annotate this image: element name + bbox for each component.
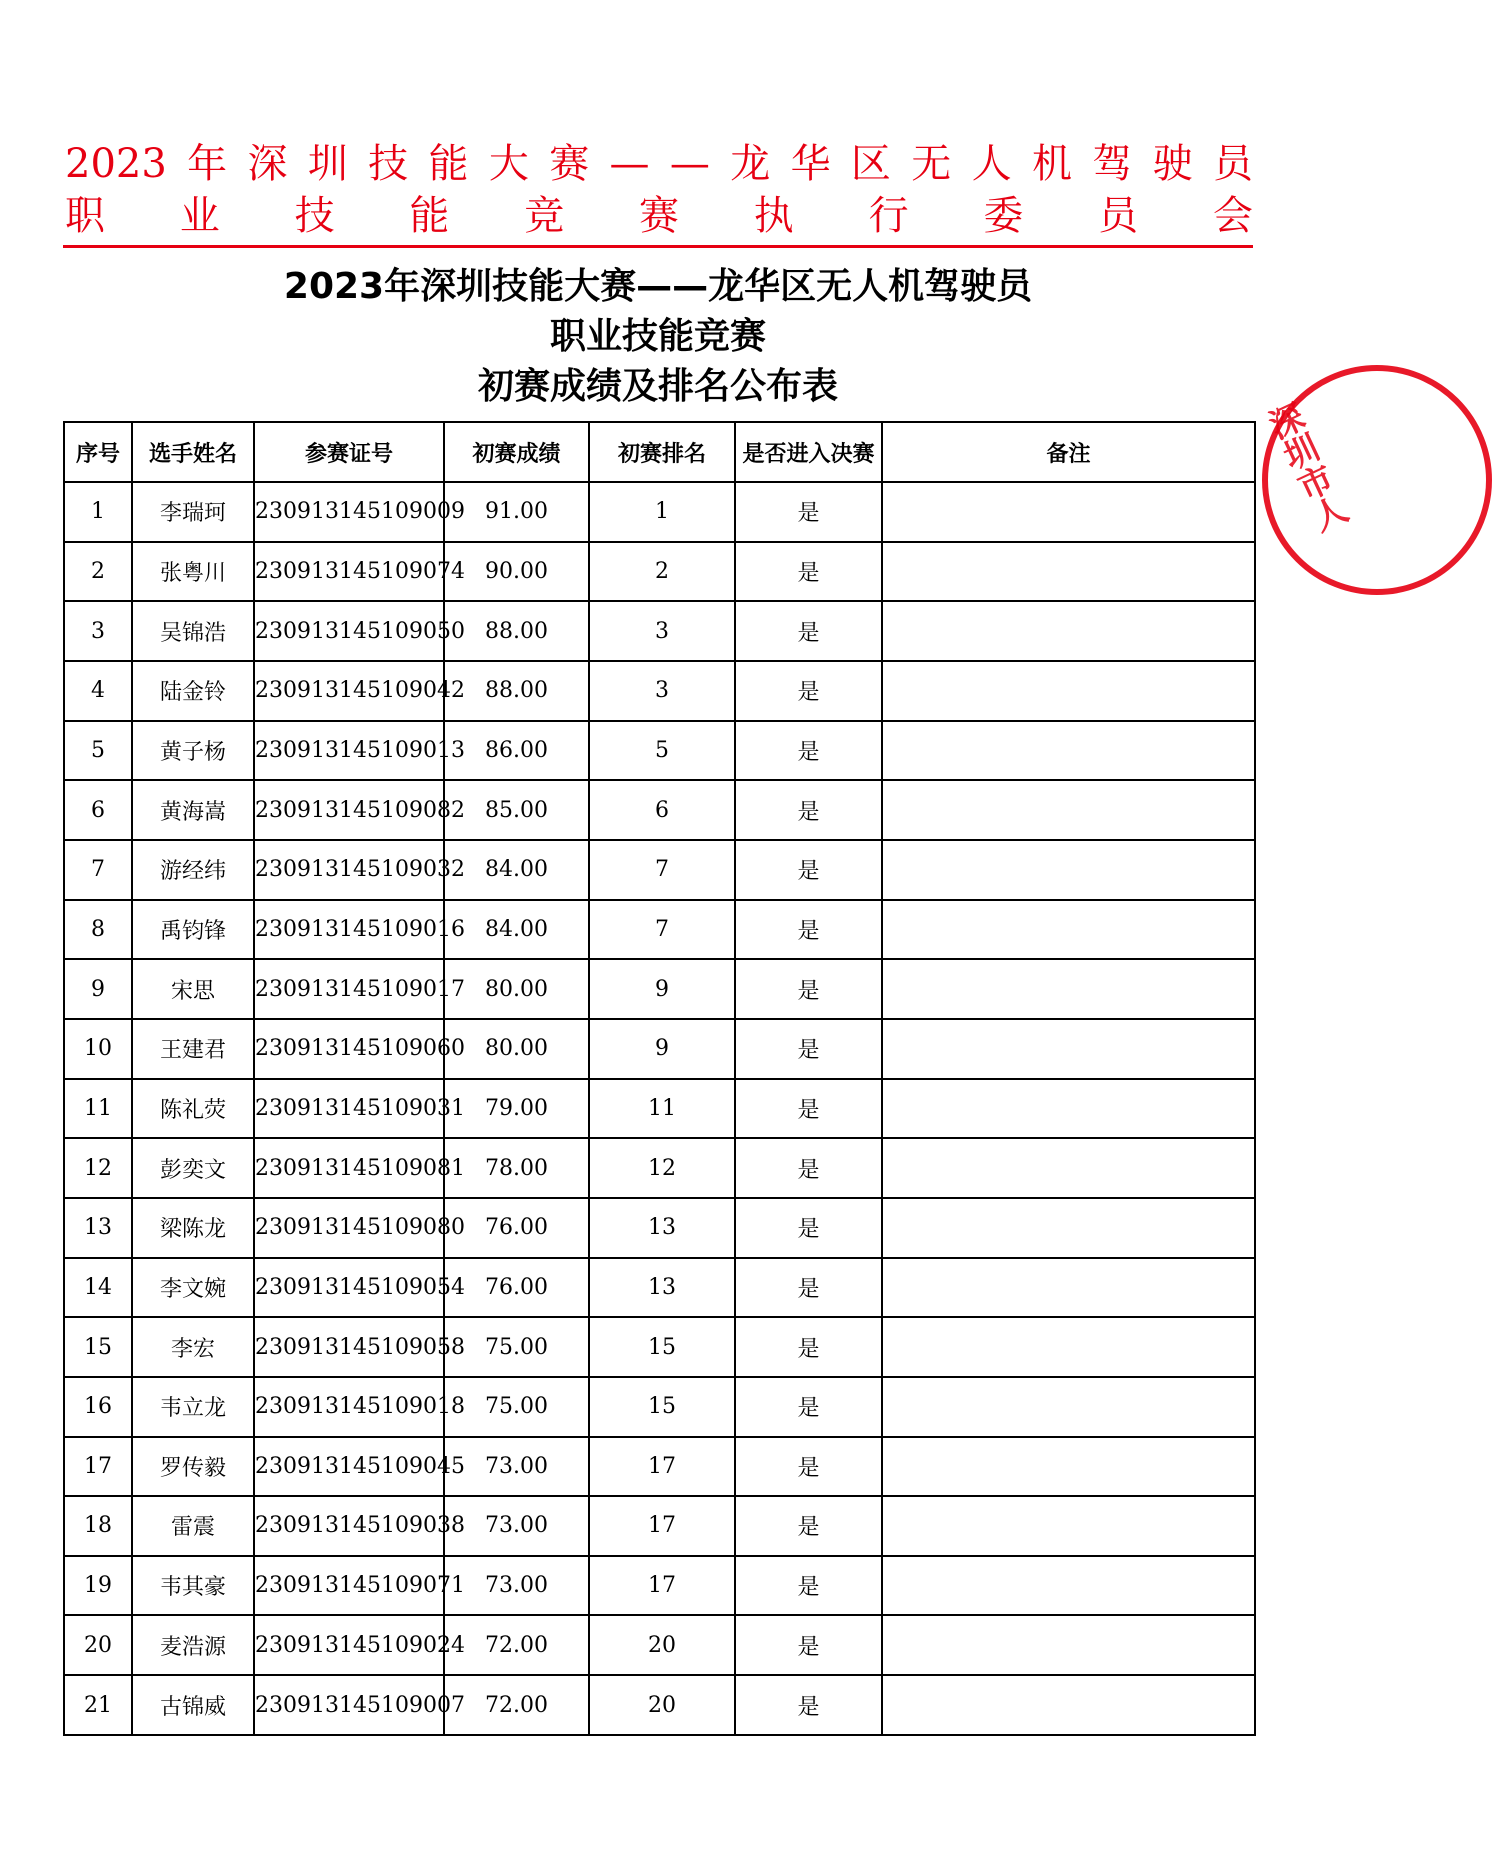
name-cell: 韦立龙 bbox=[132, 1377, 254, 1437]
name-cell: 张粤川 bbox=[132, 542, 254, 602]
header-char: 能 bbox=[409, 193, 450, 239]
header-char: 竞 bbox=[524, 193, 565, 239]
red-divider bbox=[63, 245, 1253, 248]
final-cell: 是 bbox=[735, 1317, 882, 1377]
seq-cell: 5 bbox=[64, 721, 132, 781]
seq-cell: 8 bbox=[64, 900, 132, 960]
seq-cell: 16 bbox=[64, 1377, 132, 1437]
seq-cell: 20 bbox=[64, 1615, 132, 1675]
rank-cell: 9 bbox=[589, 1019, 735, 1079]
final-cell: 是 bbox=[735, 1556, 882, 1616]
seq-cell: 21 bbox=[64, 1675, 132, 1735]
id-cell: 230913145109058 bbox=[254, 1317, 444, 1377]
header-char: 驶 bbox=[1152, 141, 1193, 187]
rank-cell: 12 bbox=[589, 1138, 735, 1198]
score-cell: 80.00 bbox=[444, 959, 589, 1019]
remark-cell bbox=[882, 1496, 1255, 1556]
score-cell: 80.00 bbox=[444, 1019, 589, 1079]
header-char: — bbox=[669, 141, 710, 187]
id-cell: 230913145109060 bbox=[254, 1019, 444, 1079]
rank-cell: 17 bbox=[589, 1437, 735, 1497]
remark-cell bbox=[882, 1377, 1255, 1437]
final-cell: 是 bbox=[735, 1079, 882, 1139]
seq-cell: 19 bbox=[64, 1556, 132, 1616]
table-row bbox=[64, 601, 1255, 661]
id-cell: 230913145109054 bbox=[254, 1258, 444, 1318]
score-cell: 75.00 bbox=[444, 1317, 589, 1377]
remark-cell bbox=[882, 959, 1255, 1019]
header-line-1 bbox=[65, 138, 1253, 190]
name-cell: 韦其豪 bbox=[132, 1556, 254, 1616]
header-char: 年 bbox=[187, 141, 228, 187]
score-cell: 88.00 bbox=[444, 661, 589, 721]
table-row bbox=[64, 1198, 1255, 1258]
rank-cell: 17 bbox=[589, 1556, 735, 1616]
rank-cell: 2 bbox=[589, 542, 735, 602]
seq-cell: 6 bbox=[64, 780, 132, 840]
final-cell: 是 bbox=[735, 959, 882, 1019]
rank-cell: 13 bbox=[589, 1258, 735, 1318]
rank-cell: 7 bbox=[589, 840, 735, 900]
final-cell: 是 bbox=[735, 780, 882, 840]
table-row bbox=[64, 1079, 1255, 1139]
id-cell: 230913145109013 bbox=[254, 721, 444, 781]
header-char: 执 bbox=[753, 193, 794, 239]
remark-cell bbox=[882, 482, 1255, 542]
final-cell: 是 bbox=[735, 1675, 882, 1735]
name-cell: 陈礼荧 bbox=[132, 1079, 254, 1139]
column-header: 初赛排名 bbox=[589, 422, 735, 482]
table-row bbox=[64, 840, 1255, 900]
remark-cell bbox=[882, 1615, 1255, 1675]
id-cell: 230913145109009 bbox=[254, 482, 444, 542]
id-cell: 230913145109017 bbox=[254, 959, 444, 1019]
score-cell: 73.00 bbox=[444, 1556, 589, 1616]
rank-cell: 13 bbox=[589, 1198, 735, 1258]
score-cell: 73.00 bbox=[444, 1496, 589, 1556]
score-cell: 72.00 bbox=[444, 1675, 589, 1735]
rank-cell: 20 bbox=[589, 1675, 735, 1735]
name-cell: 李宏 bbox=[132, 1317, 254, 1377]
score-cell: 88.00 bbox=[444, 601, 589, 661]
id-cell: 230913145109016 bbox=[254, 900, 444, 960]
column-header: 选手姓名 bbox=[132, 422, 254, 482]
remark-cell bbox=[882, 780, 1255, 840]
name-cell: 梁陈龙 bbox=[132, 1198, 254, 1258]
header-char: 行 bbox=[868, 193, 909, 239]
table-row bbox=[64, 900, 1255, 960]
header-line-2 bbox=[65, 190, 1253, 242]
score-cell: 78.00 bbox=[444, 1138, 589, 1198]
remark-cell bbox=[882, 1019, 1255, 1079]
column-header: 备注 bbox=[882, 422, 1255, 482]
final-cell: 是 bbox=[735, 1615, 882, 1675]
name-cell: 黄海嵩 bbox=[132, 780, 254, 840]
remark-cell bbox=[882, 1258, 1255, 1318]
column-header: 序号 bbox=[64, 422, 132, 482]
rank-cell: 11 bbox=[589, 1079, 735, 1139]
table-row bbox=[64, 780, 1255, 840]
column-header: 初赛成绩 bbox=[444, 422, 589, 482]
header-char: 员 bbox=[1098, 193, 1139, 239]
name-cell: 彭奕文 bbox=[132, 1138, 254, 1198]
header-char: 会 bbox=[1212, 193, 1253, 239]
table-row bbox=[64, 1317, 1255, 1377]
remark-cell bbox=[882, 661, 1255, 721]
seq-cell: 15 bbox=[64, 1317, 132, 1377]
table-header-row bbox=[64, 422, 1255, 482]
table-row bbox=[64, 959, 1255, 1019]
header-char: 圳 bbox=[307, 141, 348, 187]
id-cell: 230913145109074 bbox=[254, 542, 444, 602]
header-char: 区 bbox=[850, 141, 891, 187]
header-char: 能 bbox=[428, 141, 469, 187]
header-char: 深 bbox=[247, 141, 288, 187]
final-cell: 是 bbox=[735, 482, 882, 542]
seq-cell: 7 bbox=[64, 840, 132, 900]
final-cell: 是 bbox=[735, 542, 882, 602]
score-cell: 86.00 bbox=[444, 721, 589, 781]
score-cell: 75.00 bbox=[444, 1377, 589, 1437]
table-row bbox=[64, 1615, 1255, 1675]
seq-cell: 13 bbox=[64, 1198, 132, 1258]
header-char: 无 bbox=[911, 141, 952, 187]
remark-cell bbox=[882, 721, 1255, 781]
final-cell: 是 bbox=[735, 840, 882, 900]
header-char: 委 bbox=[983, 193, 1024, 239]
remark-cell bbox=[882, 1675, 1255, 1735]
name-cell: 黄子杨 bbox=[132, 721, 254, 781]
remark-cell bbox=[882, 900, 1255, 960]
final-cell: 是 bbox=[735, 601, 882, 661]
header-char: 业 bbox=[179, 193, 220, 239]
header-char: 龙 bbox=[730, 141, 771, 187]
name-cell: 宋思 bbox=[132, 959, 254, 1019]
final-cell: 是 bbox=[735, 1258, 882, 1318]
id-cell: 230913145109038 bbox=[254, 1496, 444, 1556]
column-header: 参赛证号 bbox=[254, 422, 444, 482]
table-row bbox=[64, 482, 1255, 542]
rank-cell: 6 bbox=[589, 780, 735, 840]
name-cell: 李瑞珂 bbox=[132, 482, 254, 542]
title-line-1: 2023年深圳技能大赛——龙华区无人机驾驶员 bbox=[283, 266, 1033, 307]
name-cell: 罗传毅 bbox=[132, 1437, 254, 1497]
id-cell: 230913145109050 bbox=[254, 601, 444, 661]
header-char: 2023 bbox=[65, 141, 167, 187]
title-line-2: 职业技能竞赛 bbox=[549, 316, 766, 357]
header-char: 技 bbox=[294, 193, 335, 239]
table-row bbox=[64, 1138, 1255, 1198]
table-row bbox=[64, 1437, 1255, 1497]
name-cell: 禹钧锋 bbox=[132, 900, 254, 960]
final-cell: 是 bbox=[735, 1198, 882, 1258]
column-header: 是否进入决赛 bbox=[735, 422, 882, 482]
final-cell: 是 bbox=[735, 1138, 882, 1198]
rank-cell: 7 bbox=[589, 900, 735, 960]
final-cell: 是 bbox=[735, 661, 882, 721]
name-cell: 麦浩源 bbox=[132, 1615, 254, 1675]
table-row bbox=[64, 721, 1255, 781]
header-char: 技 bbox=[368, 141, 409, 187]
table-row bbox=[64, 1675, 1255, 1735]
rank-cell: 1 bbox=[589, 482, 735, 542]
final-cell: 是 bbox=[735, 1496, 882, 1556]
seq-cell: 9 bbox=[64, 959, 132, 1019]
rank-cell: 5 bbox=[589, 721, 735, 781]
final-cell: 是 bbox=[735, 1019, 882, 1079]
score-cell: 73.00 bbox=[444, 1437, 589, 1497]
seq-cell: 17 bbox=[64, 1437, 132, 1497]
id-cell: 230913145109007 bbox=[254, 1675, 444, 1735]
remark-cell bbox=[882, 601, 1255, 661]
table-row bbox=[64, 661, 1255, 721]
final-cell: 是 bbox=[735, 1377, 882, 1437]
id-cell: 230913145109031 bbox=[254, 1079, 444, 1139]
table-row bbox=[64, 1377, 1255, 1437]
remark-cell bbox=[882, 1317, 1255, 1377]
header-char: — bbox=[609, 141, 650, 187]
seq-cell: 11 bbox=[64, 1079, 132, 1139]
table-body bbox=[64, 482, 1255, 1735]
seq-cell: 12 bbox=[64, 1138, 132, 1198]
remark-cell bbox=[882, 1079, 1255, 1139]
seq-cell: 14 bbox=[64, 1258, 132, 1318]
remark-cell bbox=[882, 1198, 1255, 1258]
table-row bbox=[64, 1019, 1255, 1079]
header-char: 驾 bbox=[1092, 141, 1133, 187]
results-table bbox=[63, 421, 1256, 1736]
id-cell: 230913145109032 bbox=[254, 840, 444, 900]
rank-cell: 15 bbox=[589, 1317, 735, 1377]
remark-cell bbox=[882, 542, 1255, 602]
seq-cell: 2 bbox=[64, 542, 132, 602]
score-cell: 91.00 bbox=[444, 482, 589, 542]
rank-cell: 17 bbox=[589, 1496, 735, 1556]
name-cell: 陆金铃 bbox=[132, 661, 254, 721]
rank-cell: 15 bbox=[589, 1377, 735, 1437]
score-cell: 84.00 bbox=[444, 840, 589, 900]
score-cell: 84.00 bbox=[444, 900, 589, 960]
name-cell: 游经纬 bbox=[132, 840, 254, 900]
header-char: 赛 bbox=[638, 193, 679, 239]
score-cell: 76.00 bbox=[444, 1198, 589, 1258]
title-line-3: 初赛成绩及排名公布表 bbox=[477, 366, 838, 407]
seq-cell: 10 bbox=[64, 1019, 132, 1079]
table-row bbox=[64, 542, 1255, 602]
rank-cell: 9 bbox=[589, 959, 735, 1019]
header-char: 职 bbox=[65, 193, 105, 239]
rank-cell: 3 bbox=[589, 661, 735, 721]
seq-cell: 3 bbox=[64, 601, 132, 661]
id-cell: 230913145109042 bbox=[254, 661, 444, 721]
seq-cell: 4 bbox=[64, 661, 132, 721]
remark-cell bbox=[882, 1138, 1255, 1198]
table-row bbox=[64, 1258, 1255, 1318]
remark-cell bbox=[882, 840, 1255, 900]
table-row bbox=[64, 1556, 1255, 1616]
id-cell: 230913145109018 bbox=[254, 1377, 444, 1437]
remark-cell bbox=[882, 1556, 1255, 1616]
id-cell: 230913145109024 bbox=[254, 1615, 444, 1675]
final-cell: 是 bbox=[735, 1437, 882, 1497]
final-cell: 是 bbox=[735, 721, 882, 781]
rank-cell: 20 bbox=[589, 1615, 735, 1675]
header-char: 华 bbox=[790, 141, 831, 187]
table-row bbox=[64, 1496, 1255, 1556]
name-cell: 雷震 bbox=[132, 1496, 254, 1556]
score-cell: 79.00 bbox=[444, 1079, 589, 1139]
score-cell: 85.00 bbox=[444, 780, 589, 840]
red-header bbox=[65, 138, 1253, 242]
name-cell: 古锦威 bbox=[132, 1675, 254, 1735]
name-cell: 王建君 bbox=[132, 1019, 254, 1079]
score-cell: 72.00 bbox=[444, 1615, 589, 1675]
id-cell: 230913145109080 bbox=[254, 1198, 444, 1258]
name-cell: 李文婉 bbox=[132, 1258, 254, 1318]
final-cell: 是 bbox=[735, 900, 882, 960]
seq-cell: 18 bbox=[64, 1496, 132, 1556]
header-char: 赛 bbox=[549, 141, 590, 187]
remark-cell bbox=[882, 1437, 1255, 1497]
header-char: 人 bbox=[971, 141, 1012, 187]
seq-cell: 1 bbox=[64, 482, 132, 542]
document-title bbox=[63, 262, 1253, 412]
header-char: 员 bbox=[1212, 141, 1253, 187]
seal-text: 深圳市人 bbox=[1258, 397, 1352, 539]
id-cell: 230913145109045 bbox=[254, 1437, 444, 1497]
id-cell: 230913145109081 bbox=[254, 1138, 444, 1198]
score-cell: 76.00 bbox=[444, 1258, 589, 1318]
header-char: 机 bbox=[1031, 141, 1072, 187]
id-cell: 230913145109082 bbox=[254, 780, 444, 840]
rank-cell: 3 bbox=[589, 601, 735, 661]
score-cell: 90.00 bbox=[444, 542, 589, 602]
header-char: 大 bbox=[488, 141, 529, 187]
name-cell: 吴锦浩 bbox=[132, 601, 254, 661]
id-cell: 230913145109071 bbox=[254, 1556, 444, 1616]
